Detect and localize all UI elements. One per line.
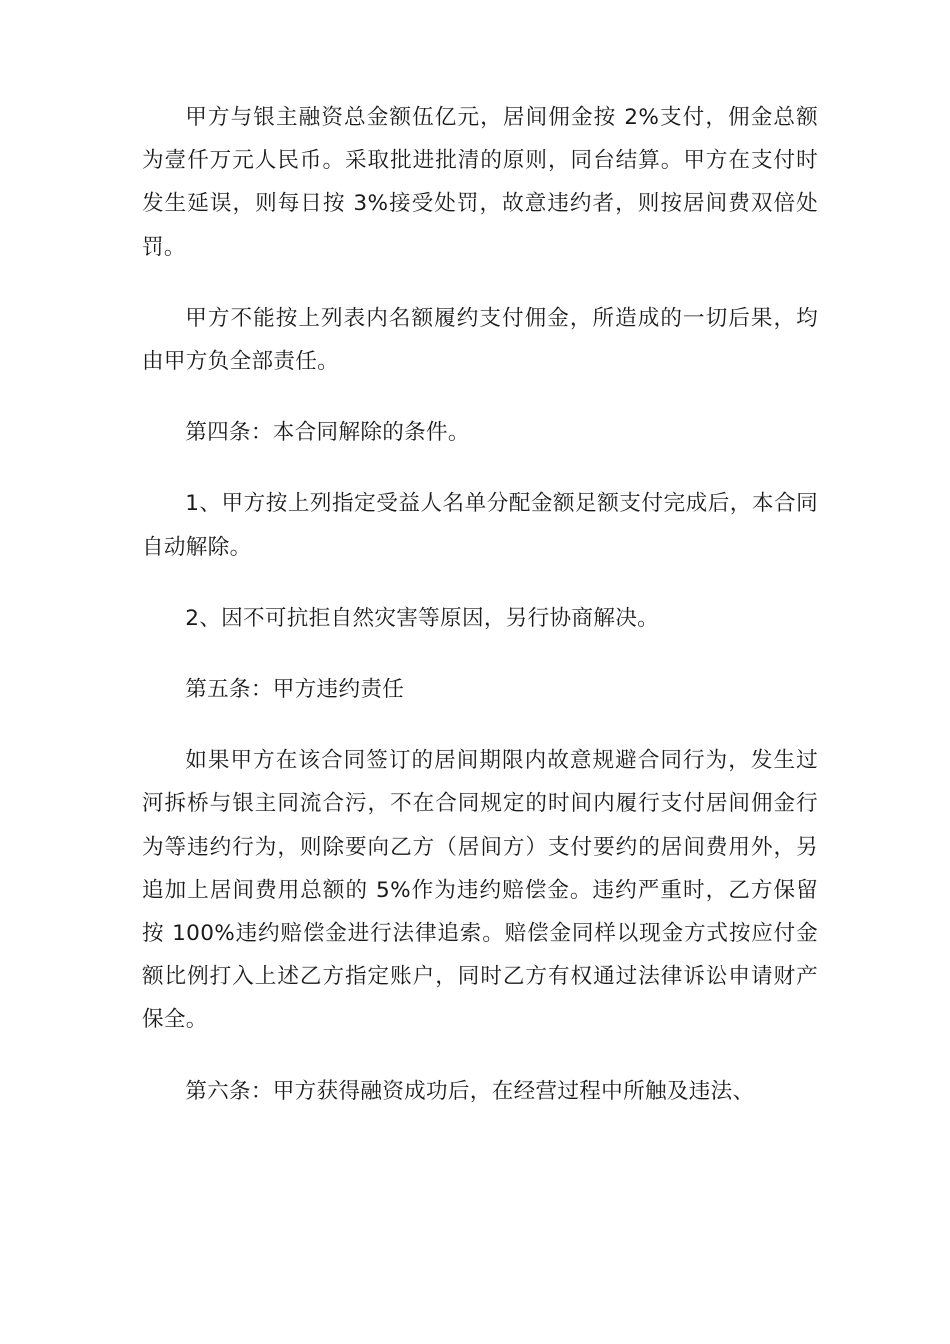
heading-article-four: 第四条：本合同解除的条件。	[185, 420, 470, 446]
paragraph-liability: 甲方不能按上列表内名额履约支付佣金，所造成的一切后果，均由甲方负全部责任。	[142, 305, 818, 375]
document-page	[142, 96, 818, 1113]
heading-article-five: 第五条：甲方违约责任	[185, 677, 405, 703]
paragraph-termination-2: 2、因不可抗拒自然灾害等原因，另行协商解决。	[185, 605, 659, 631]
paragraph-article-six: 第六条：甲方获得融资成功后，在经营过程中所触及违法、	[185, 1078, 755, 1104]
paragraph-termination-1: 1、甲方按上列指定受益人名单分配金额足额支付完成后，本合同自动解除。	[142, 491, 818, 560]
paragraph-breach-liability: 如果甲方在该合同签订的居间期限内故意规避合同行为，发生过河拆桥与银主同流合污，不在合同规定的时间内履行支付居间佣金行为等违约行为，则除要向乙方（居间方）支付要约的居间费用外，另追加上居间费用总额的 5%作为违约赔偿金。违约严重时，乙方保留按 100%违约赔偿金进行法律追索。赔偿金同样以现金方式按应付金额比例打入上述乙方指定账户，同时乙方有权通过法律诉讼申请财产保全。	[142, 748, 818, 1033]
paragraph-commission-terms: 甲方与银主融资总金额伍亿元，居间佣金按 2%支付，佣金总额为壹仟万元人民币。采取批进批清的原则，同台结算。甲方在支付时发生延误，则每日按 3%接受处罚，故意违约者，则按居间费双倍处罚。	[142, 105, 818, 260]
